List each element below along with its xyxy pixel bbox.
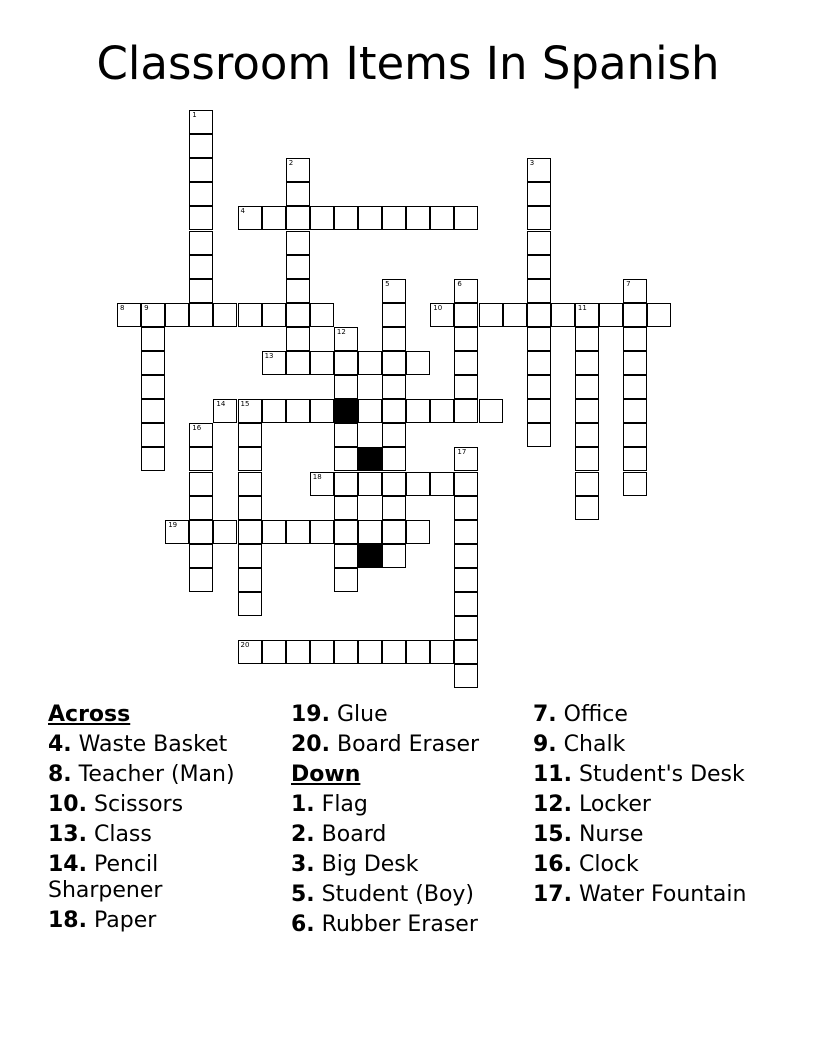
grid-cell[interactable] [189,496,213,520]
grid-cell[interactable] [454,664,478,688]
grid-cell[interactable] [454,472,478,496]
grid-cell[interactable] [527,279,551,303]
grid-cell[interactable] [165,303,189,327]
grid-cell[interactable] [334,640,358,664]
clue-item [291,852,516,878]
grid-cell[interactable] [454,640,478,664]
clue-item-number: 7. [533,702,557,727]
clue-item-number: 12. [533,792,572,817]
grid-cell[interactable] [334,520,358,544]
grid-cell[interactable] [310,640,334,664]
grid-cell[interactable] [527,399,551,423]
grid-cell[interactable] [334,568,358,592]
grid-cell[interactable] [575,472,599,496]
grid-cell[interactable] [454,544,478,568]
grid-cell[interactable] [382,447,406,471]
clue-number: 11 [577,303,587,312]
clue-number: 13 [264,352,274,360]
grid-cell[interactable] [454,568,478,592]
clue-item-text: Flag [314,792,368,817]
grid-cell[interactable] [454,520,478,544]
grid-cell[interactable] [213,399,237,423]
clue-item-text: Glue [329,702,388,727]
clue-number: 20 [240,641,250,650]
grid-cell[interactable] [406,351,430,375]
clue-item-text: Board Eraser [329,732,480,757]
clue-item-number: 6. [291,912,315,937]
clue-item [48,908,273,934]
grid-cell[interactable] [334,544,358,568]
clue-item-number: 17. [533,882,572,907]
grid-cell[interactable] [382,496,406,520]
grid-cell[interactable] [454,399,478,423]
clue-item-text: Waste Basket [71,732,228,757]
grid-cell[interactable] [527,351,551,375]
grid-cell[interactable] [238,496,262,520]
clue-item-text: Class [86,822,152,847]
grid-cell[interactable] [382,351,406,375]
grid-cell[interactable] [623,351,647,375]
grid-cell[interactable] [430,399,454,423]
grid-cell[interactable] [189,110,213,134]
grid-cell[interactable] [238,399,262,423]
grid-cell[interactable] [286,351,310,375]
grid-cell[interactable] [238,423,262,447]
grid-cell[interactable] [358,472,382,496]
grid-cell[interactable] [189,255,213,279]
grid-cell[interactable] [406,206,430,230]
clue-item [533,822,773,848]
grid-cell[interactable] [286,303,310,327]
grid-cell[interactable] [454,327,478,351]
grid-cell[interactable] [454,496,478,520]
grid-cell[interactable] [286,231,310,255]
clue-number: 2 [288,159,294,168]
grid-cell[interactable] [623,399,647,423]
grid-cell[interactable] [141,375,165,399]
clue-item-number: 9. [533,732,557,757]
grid-cell[interactable] [454,206,478,230]
grid-cell[interactable] [238,640,262,664]
grid-cell[interactable] [189,158,213,182]
clue-item-number: 3. [291,852,315,877]
clue-number: 19 [168,520,178,529]
grid-cell[interactable] [382,520,406,544]
grid-cell[interactable] [527,327,551,351]
grid-cell[interactable] [406,472,430,496]
grid-cell[interactable] [286,158,310,182]
grid-cell[interactable] [623,447,647,471]
grid-cell[interactable] [262,206,286,230]
grid-cell[interactable] [141,303,165,327]
clue-item [291,912,516,938]
grid-cell[interactable] [454,351,478,375]
clue-column-1 [48,702,273,938]
clue-number: 15 [240,400,250,409]
clue-item [291,882,516,908]
clue-item-text: Rubber Eraser [314,912,478,937]
clue-number: 9 [144,303,149,312]
clue-item-number: 16. [533,852,572,877]
grid-cell[interactable] [238,568,262,592]
grid-cell[interactable] [310,520,334,544]
clue-number: 18 [312,472,322,481]
grid-cell[interactable] [358,640,382,664]
grid-cell[interactable] [141,447,165,471]
clue-number: 1 [192,111,197,119]
clue-number: 7 [626,279,631,288]
clue-column-2 [291,702,516,942]
grid-cell[interactable] [189,134,213,158]
grid-cell[interactable] [623,303,647,327]
grid-cell[interactable] [189,279,213,303]
grid-cell[interactable] [575,399,599,423]
grid-cell[interactable] [527,182,551,206]
grid-cell[interactable] [238,447,262,471]
grid-cell[interactable] [430,206,454,230]
grid-cell[interactable] [382,640,406,664]
clue-item [533,732,773,758]
clue-item [533,762,773,788]
clue-item [48,822,273,848]
clue-item-text: Student's Desk [571,762,745,787]
grid-cell[interactable] [189,206,213,230]
clue-item-number: 1. [291,792,315,817]
grid-cell[interactable] [189,447,213,471]
grid-cell[interactable] [575,375,599,399]
grid-cell[interactable] [382,399,406,423]
grid-cell[interactable] [406,520,430,544]
grid-cell[interactable] [382,544,406,568]
grid-cell[interactable] [454,616,478,640]
grid-cell[interactable] [310,303,334,327]
clue-item-number: 5. [291,882,315,907]
clue-item-number: 4. [48,732,72,757]
grid-cell[interactable] [141,351,165,375]
puzzle-title: Classroom Items In Spanish [96,37,720,90]
clue-number: 3 [529,159,535,168]
clue-number: 17 [457,448,467,457]
grid-cell[interactable] [382,472,406,496]
clue-item [533,882,773,908]
clue-item-number: 18. [48,907,87,933]
grid-cell[interactable] [286,640,310,664]
grid-cell[interactable] [479,303,503,327]
grid-cell[interactable] [358,351,382,375]
clue-item-text: Scissors [86,792,184,817]
grid-cell[interactable] [406,399,430,423]
grid-cell[interactable] [262,640,286,664]
black-cell [358,447,382,471]
clue-item [533,702,773,728]
grid-cell[interactable] [238,592,262,616]
grid-cell[interactable] [310,351,334,375]
grid-cell[interactable] [286,206,310,230]
grid-cell[interactable] [189,520,213,544]
grid-cell[interactable] [238,472,262,496]
clue-item [291,792,516,818]
grid-cell[interactable] [334,351,358,375]
clue-item-text: Locker [571,792,651,817]
grid-cell[interactable] [310,206,334,230]
grid-cell[interactable] [575,496,599,520]
grid-cell[interactable] [454,447,478,471]
grid-cell[interactable] [334,375,358,399]
grid-cell[interactable] [527,206,551,230]
grid-cell[interactable] [575,351,599,375]
clue-item [48,732,273,758]
grid-cell[interactable] [141,399,165,423]
grid-cell[interactable] [382,279,406,303]
clue-item-text: Student (Boy) [314,882,474,907]
grid-cell[interactable] [623,279,647,303]
grid-cell[interactable] [382,206,406,230]
grid-cell[interactable] [454,592,478,616]
grid-cell[interactable] [358,399,382,423]
grid-cell[interactable] [503,303,527,327]
grid-cell[interactable] [286,520,310,544]
black-cell [334,399,358,423]
grid-cell[interactable] [623,375,647,399]
grid-cell[interactable] [527,375,551,399]
clue-item [533,792,773,818]
grid-cell[interactable] [647,303,671,327]
clue-item-text: Office [556,702,628,727]
grid-cell[interactable] [575,327,599,351]
clue-column-3 [533,702,773,912]
grid-cell[interactable] [479,399,503,423]
grid-cell[interactable] [141,327,165,351]
clue-item-number: 10. [48,792,87,817]
clue-item-number: 15. [533,822,572,847]
clue-item-number: 14. [48,852,87,877]
grid-cell[interactable] [527,255,551,279]
clue-heading: Across [48,702,131,727]
clue-number: 12 [336,327,346,336]
clue-number: 8 [120,303,125,312]
clue-item [291,702,516,728]
grid-cell[interactable] [286,279,310,303]
clue-item-text: Board [314,822,387,847]
grid-cell[interactable] [334,423,358,447]
grid-cell[interactable] [286,399,310,423]
grid-cell[interactable] [238,544,262,568]
grid-cell[interactable] [310,399,334,423]
grid-cell[interactable] [406,640,430,664]
clue-number: 4 [240,207,245,216]
grid-cell[interactable] [334,327,358,351]
grid-cell[interactable] [599,303,623,327]
grid-cell[interactable] [238,303,262,327]
grid-cell[interactable] [189,182,213,206]
grid-cell[interactable] [262,303,286,327]
grid-cell[interactable] [262,399,286,423]
grid-cell[interactable] [213,303,237,327]
clue-item [533,852,773,878]
clue-item-number: 19. [291,702,330,727]
grid-cell[interactable] [334,472,358,496]
clue-item-text: Teacher (Man) [71,762,235,787]
clue-number: 6 [457,279,462,288]
clue-item [48,762,273,788]
grid-cell[interactable] [286,327,310,351]
grid-cell[interactable] [527,303,551,327]
grid-cell[interactable] [141,423,165,447]
black-cell [358,544,382,568]
grid-cell[interactable] [527,231,551,255]
grid-cell[interactable] [189,303,213,327]
grid-cell[interactable] [527,158,551,182]
grid-cell[interactable] [286,182,310,206]
grid-cell[interactable] [382,423,406,447]
grid-cell[interactable] [262,351,286,375]
clue-item-number: 13. [48,822,87,847]
grid-cell[interactable] [575,303,599,327]
clue-number: 14 [216,400,226,409]
grid-cell[interactable] [430,472,454,496]
grid-cell[interactable] [334,447,358,471]
grid-cell[interactable] [358,206,382,230]
grid-cell[interactable] [454,303,478,327]
grid-cell[interactable] [551,303,575,327]
grid-cell[interactable] [358,520,382,544]
grid-cell[interactable] [165,520,189,544]
clue-number: 5 [385,279,390,288]
clue-item [48,792,273,818]
clue-number: 16 [192,424,202,433]
grid-cell[interactable] [623,472,647,496]
grid-cell[interactable] [189,568,213,592]
clue-item-number: 8. [48,762,72,787]
clue-item-text: Nurse [571,822,644,847]
clue-item-text: Big Desk [314,852,419,877]
grid-cell[interactable] [623,327,647,351]
grid-cell[interactable] [238,206,262,230]
clue-item-text: Water Fountain [571,882,747,907]
clue-item [48,852,273,903]
grid-cell[interactable] [189,544,213,568]
grid-cell[interactable] [189,423,213,447]
grid-cell[interactable] [575,423,599,447]
grid-cell[interactable] [189,231,213,255]
clue-item-text: Clock [571,852,639,877]
clue-item-text: Paper [86,907,157,933]
grid-cell[interactable] [117,303,141,327]
grid-cell[interactable] [238,520,262,544]
grid-cell[interactable] [189,472,213,496]
grid-cell[interactable] [527,423,551,447]
clue-item-text: Pencil Sharpener [48,852,163,903]
clue-item-text: Chalk [556,732,626,757]
grid-cell[interactable] [623,423,647,447]
grid-cell[interactable] [382,303,406,327]
grid-cell[interactable] [575,447,599,471]
grid-cell[interactable] [334,206,358,230]
grid-cell[interactable] [334,496,358,520]
grid-cell[interactable] [286,255,310,279]
grid-cell[interactable] [213,520,237,544]
grid-cell[interactable] [382,375,406,399]
clue-item-number: 2. [291,822,315,847]
grid-cell[interactable] [262,520,286,544]
grid-cell[interactable] [430,303,454,327]
grid-cell[interactable] [454,375,478,399]
clue-item-number: 11. [533,762,572,787]
clue-item [291,822,516,848]
grid-cell[interactable] [430,640,454,664]
grid-cell[interactable] [310,472,334,496]
clue-item [291,732,516,758]
clue-heading: Down [291,762,361,787]
grid-cell[interactable] [382,327,406,351]
clue-number: 10 [433,303,443,312]
clue-item-number: 20. [291,732,330,757]
grid-cell[interactable] [454,279,478,303]
